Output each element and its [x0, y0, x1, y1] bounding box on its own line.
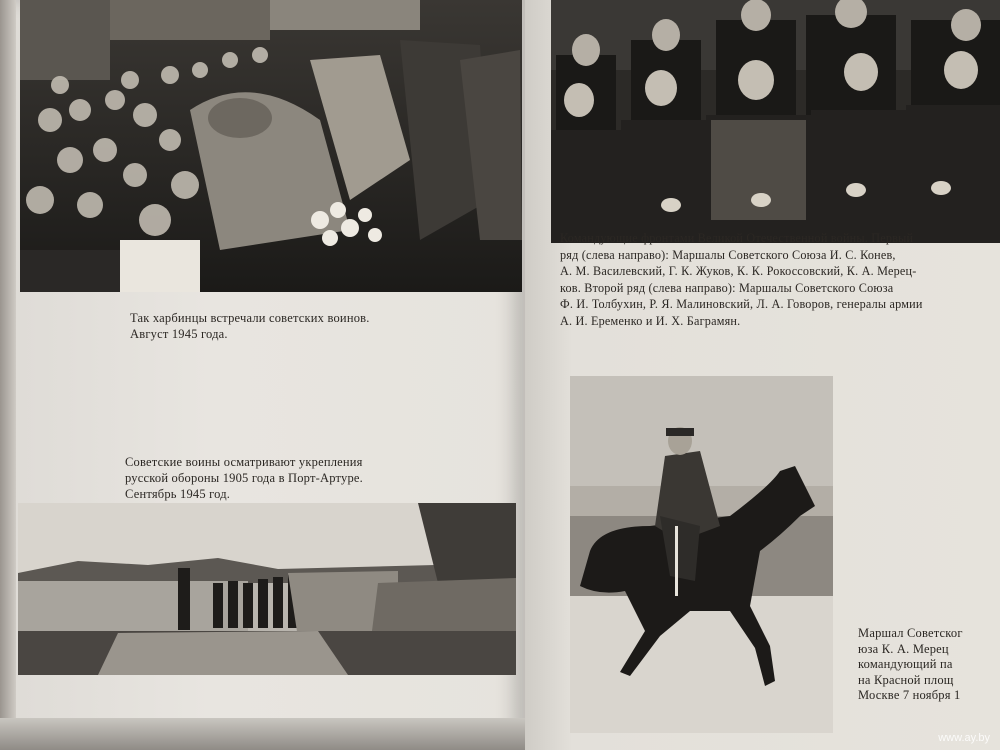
watermark: www.ay.by	[938, 732, 990, 744]
caption-line: командующий па	[858, 657, 953, 671]
caption-port-arthur	[125, 454, 363, 502]
caption-line: А. М. Василевский, Г. К. Жуков, К. К. Рокоссовский, К. А. Мерец-	[560, 264, 917, 278]
photo-harbin-crowd	[20, 0, 522, 292]
caption-line: А. И. Еременко и И. Х. Баграмян.	[560, 313, 741, 328]
page-edge	[0, 0, 16, 750]
caption-line: на Красной площ	[858, 672, 954, 687]
caption-line: Москве 7 ноября 1	[858, 688, 961, 702]
caption-line: Август 1945 года.	[130, 327, 228, 341]
caption-harbin	[130, 310, 370, 342]
caption-line: Командующие фронтами Великой Отечественной войны. Первый	[560, 231, 914, 245]
caption-commanders	[560, 230, 923, 329]
caption-meretskov	[858, 626, 963, 704]
caption-line: юза К. А. Мерец	[858, 641, 949, 656]
caption-line: русской обороны 1905 года в Порт-Артуре.	[125, 471, 363, 485]
table-surface	[0, 718, 525, 750]
photo-port-arthur	[18, 503, 516, 675]
right-page	[525, 0, 1000, 750]
caption-line: Ф. И. Толбухин, Р. Я. Малиновский, Л. А. Говоров, генералы армии	[560, 297, 923, 311]
caption-line: Советские воины осматривают укрепления	[125, 455, 363, 469]
caption-line: ков. Второй ряд (слева направо): Маршалы Советского Союза	[560, 280, 894, 295]
photo-commanders	[551, 0, 1000, 243]
caption-line: Сентябрь 1945 год.	[125, 487, 231, 501]
caption-line: Так харбинцы встречали советских воинов.	[130, 311, 370, 325]
caption-line: ряд (слева направо): Маршалы Советского Союза И. С. Конев,	[560, 247, 896, 262]
caption-line: Маршал Советског	[858, 626, 963, 640]
photo-marshal-on-horse	[570, 376, 833, 733]
